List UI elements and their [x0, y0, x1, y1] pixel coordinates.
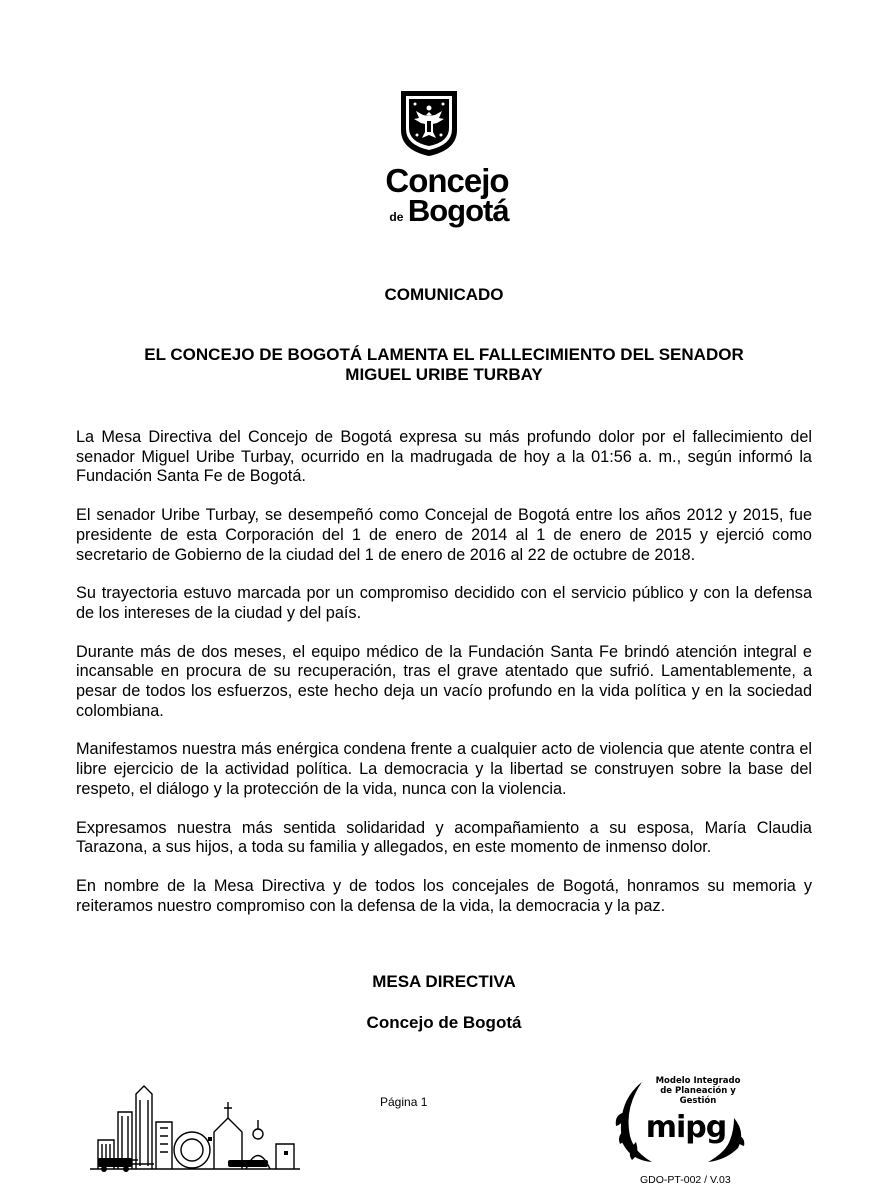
- bogota-skyline-icon: [88, 1072, 303, 1177]
- mipg-text: [648, 1076, 748, 1106]
- page-number: Página 1: [380, 1095, 428, 1109]
- logo-name-bogota: Bogotá: [407, 193, 509, 228]
- paragraph: Expresamos nuestra más sentida solidaridad y acompañamiento a su esposa, María Claudia Tarazona, a sus hijos, a toda su familia y allegados, en este momento de inmenso dolor.: [76, 818, 812, 857]
- paragraph: La Mesa Directiva del Concejo de Bogotá expresa su más profundo dolor por el fallecimiento del senador Miguel Uribe Turbay, ocurrido en la madrugada de hoy a la 01:56 a. m., según informó la Fundación Santa Fe de Bogotá.: [76, 428, 812, 486]
- document-body: [76, 428, 812, 935]
- document-code: GDO-PT-002 / V.03: [640, 1174, 731, 1186]
- paragraph: Su trayectoria estuvo marcada por un compromiso decidido con el servicio público y con la defensa de los intereses de la ciudad y del país.: [76, 584, 812, 622]
- paragraph: Durante más de dos meses, el equipo médico de la Fundación Santa Fe brindó atención integral e incansable en procura de su recuperación, tras el grave atentado que sufrió. Lamentablemente, a pesar de todos los esfuerzos, este hecho deja un vacío profundo en la vida política y en la sociedad colombiana.: [76, 642, 812, 720]
- signature-title: MESA DIRECTIVA: [372, 972, 516, 991]
- mipg-text-line-2: de Planeación y: [660, 1086, 736, 1096]
- title-line-2: MIGUEL URIBE TURBAY: [345, 365, 543, 384]
- mipg-wordmark: mipg: [645, 1110, 727, 1145]
- signature-organization: Concejo de Bogotá: [366, 1013, 522, 1032]
- mipg-text-line-3: Gestión: [679, 1096, 717, 1106]
- concejo-bogota-logo: [360, 88, 530, 228]
- logo-wordmark: [360, 164, 530, 226]
- logo-name-concejo: Concejo: [385, 162, 509, 199]
- bogota-coat-of-arms-icon: [398, 88, 460, 158]
- paragraph: El senador Uribe Turbay, se desempeñó como Concejal de Bogotá entre los años 2012 y 2015, fue presidente de esta Corporación del 1 de enero de 2014 al 1 de enero de 2015 y ejerció como secretario de Gobierno de la ciudad del 1 de enero de 2016 al 22 de octubre de 2018.: [76, 506, 812, 564]
- mipg-text-line-1: Modelo Integrado: [655, 1076, 741, 1086]
- paragraph: En nombre de la Mesa Directiva y de todos los concejales de Bogotá, honramos su memoria y reiteramos nuestro compromiso con la defensa de la vida, la democracia y la paz.: [76, 876, 812, 915]
- logo-name-de: de: [389, 209, 404, 224]
- title-line-1: EL CONCEJO DE BOGOTÁ LAMENTA EL FALLECIMIENTO DEL SENADOR: [144, 345, 744, 364]
- document-type: COMUNICADO: [384, 285, 504, 304]
- document-title: [0, 345, 888, 385]
- paragraph: Manifestamos nuestra más enérgica condena frente a cualquier acto de violencia que atente contra el libre ejercicio de la actividad política. La democracia y la libertad se construyen sobre la base del respeto, el diálogo y la protección de la vida, nunca con la violencia.: [76, 740, 812, 798]
- mipg-logo: [612, 1072, 752, 1167]
- logo-name-line2: [368, 195, 530, 226]
